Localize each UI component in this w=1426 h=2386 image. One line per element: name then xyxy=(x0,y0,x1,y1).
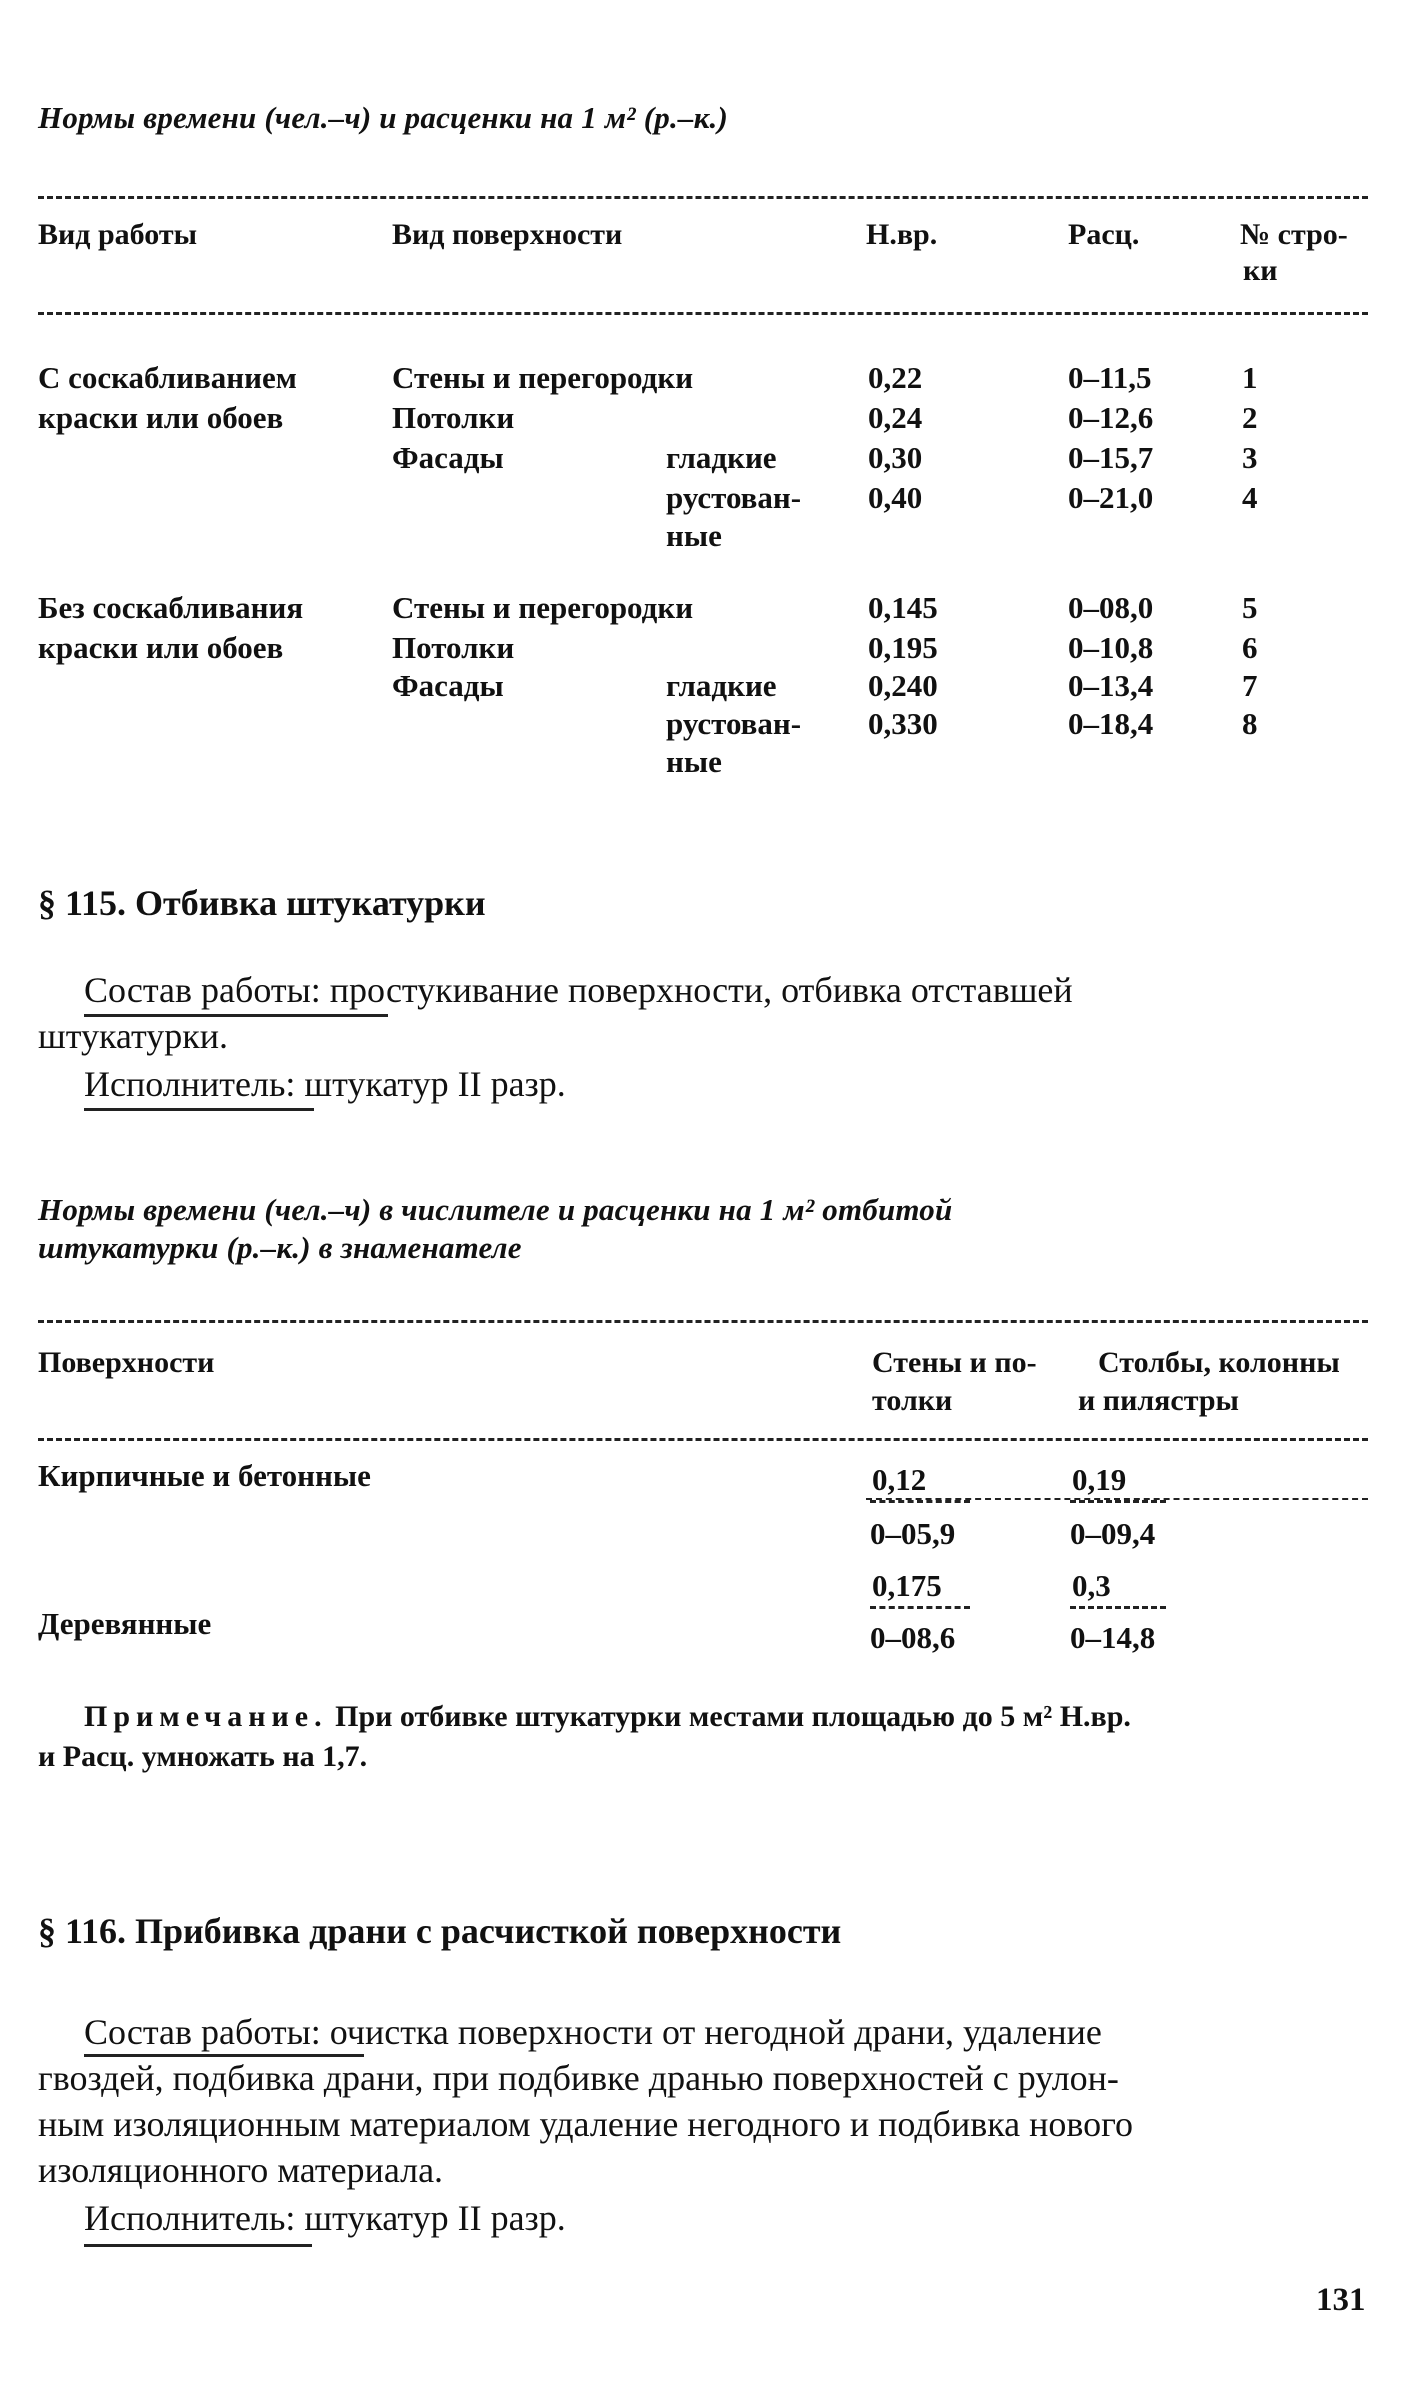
table1-norm: 0,330 xyxy=(868,706,938,741)
section-116-line2: гвоздей, подбивка драни, при подбивке дранью поверхностей с рулон- xyxy=(38,2058,1119,2098)
table1-rate: 0–21,0 xyxy=(1068,480,1154,515)
performer-text: : штукатур II разр. xyxy=(285,2198,566,2238)
table2-walls-denominator: 0–08,6 xyxy=(870,1620,956,1655)
table1-subtype: ные xyxy=(666,744,722,779)
table2-header-walls-2: толки xyxy=(872,1384,953,1417)
performer-underline xyxy=(84,1108,314,1111)
table1-header-rule xyxy=(38,312,1368,315)
table1-rate: 0–12,6 xyxy=(1068,400,1154,435)
table1-rate: 0–13,4 xyxy=(1068,668,1154,703)
table1-surface: Стены и перегородки xyxy=(392,590,694,625)
table2-row-rule xyxy=(866,1498,1368,1500)
section-115-performer xyxy=(84,1060,566,1108)
section-116-title: § 116. Прибивка драни с расчисткой поверхности xyxy=(38,1911,842,1951)
table2-caption-2: штукатурки (р.–к.) в знаменателе xyxy=(38,1230,522,1265)
table1-surface: Потолки xyxy=(392,400,515,435)
fraction-line xyxy=(870,1606,970,1609)
table2-columns-denominator: 0–14,8 xyxy=(1070,1620,1156,1655)
table1-norm: 0,24 xyxy=(868,400,923,435)
fraction-line xyxy=(1070,1500,1166,1503)
table1-subtype: рустован- xyxy=(666,706,802,741)
note-text: При отбивке штукатурки местами площадью до 5 м² Н.вр. xyxy=(327,1700,1131,1733)
table1-work-type: краски или обоев xyxy=(38,630,284,665)
table2-columns-numerator: 0,3 xyxy=(1072,1568,1111,1603)
performer-label: Исполнитель xyxy=(84,2198,286,2238)
table1-row-no: 3 xyxy=(1242,440,1258,475)
table1-header-work-type: Вид работы xyxy=(38,218,198,251)
table1-subtype: ные xyxy=(666,518,722,553)
table1-header-rate: Расц. xyxy=(1068,218,1140,251)
performer-text: : штукатур II разр. xyxy=(285,1064,566,1104)
table1-row-no: 1 xyxy=(1242,360,1258,395)
table1-top-rule xyxy=(38,196,1368,199)
section-115-composition-cont: штукатурки. xyxy=(38,1016,228,1056)
table1-row-no: 5 xyxy=(1242,590,1258,625)
fraction-line xyxy=(1070,1606,1166,1609)
table1-norm: 0,30 xyxy=(868,440,923,475)
section-116-composition xyxy=(84,2008,1102,2056)
table1-header-row-no: № стро- xyxy=(1240,218,1348,251)
table2-columns-numerator: 0,19 xyxy=(1072,1462,1127,1497)
table1-work-type: краски или обоев xyxy=(38,400,284,435)
composition-label: Состав работы xyxy=(84,2012,311,2052)
table1-subtype: гладкие xyxy=(666,440,777,475)
table2-header-columns-2: и пилястры xyxy=(1078,1384,1239,1417)
table1-row-no: 4 xyxy=(1242,480,1258,515)
page-number: 131 xyxy=(1316,2282,1366,2318)
performer-underline xyxy=(84,2244,312,2247)
table1-rate: 0–18,4 xyxy=(1068,706,1154,741)
table1-row-no: 7 xyxy=(1242,668,1258,703)
table2-columns-denominator: 0–09,4 xyxy=(1070,1516,1156,1551)
table2-header-rule xyxy=(38,1438,1368,1441)
table1-surface: Стены и перегородки xyxy=(392,360,694,395)
section-115-title: § 115. Отбивка штукатурки xyxy=(38,883,486,923)
table1-surface: Потолки xyxy=(392,630,515,665)
table1-subtype: гладкие xyxy=(666,668,777,703)
section-116-performer xyxy=(84,2194,566,2242)
note-label: Примечание. xyxy=(84,1700,328,1733)
section-116-line3: ным изоляционным материалом удаление негодного и подбивка нового xyxy=(38,2104,1134,2144)
table2-surface: Деревянные xyxy=(38,1606,212,1641)
table2-top-rule xyxy=(38,1320,1368,1323)
table1-row-no: 8 xyxy=(1242,706,1258,741)
table2-note-cont: и Расц. умножать на 1,7. xyxy=(38,1740,368,1773)
table2-header-surface: Поверхности xyxy=(38,1346,215,1379)
table1-rate: 0–15,7 xyxy=(1068,440,1154,475)
section-115-composition xyxy=(84,966,1073,1014)
composition-text: простукивание поверхности, отбивка отставшей xyxy=(320,970,1073,1010)
performer-label: Исполнитель xyxy=(84,1064,286,1104)
table2-walls-numerator: 0,12 xyxy=(872,1462,927,1497)
table1-norm: 0,240 xyxy=(868,668,938,703)
table1-caption: Нормы времени (чел.–ч) и расценки на 1 м² (р.–к.) xyxy=(38,100,728,135)
table2-surface: Кирпичные и бетонные xyxy=(38,1458,371,1493)
table1-norm: 0,145 xyxy=(868,590,938,625)
table1-surface: Фасады xyxy=(392,668,504,703)
section-116-line4: изоляционного материала. xyxy=(38,2150,444,2190)
table2-header-columns: Столбы, колонны xyxy=(1098,1346,1340,1379)
table2-caption: Нормы времени (чел.–ч) в числителе и расценки на 1 м² отбитой xyxy=(38,1192,953,1227)
table1-header-row-no-2: ки xyxy=(1243,254,1278,287)
table1-norm: 0,40 xyxy=(868,480,923,515)
table1-header-surface: Вид поверхности xyxy=(392,218,623,251)
table1-rate: 0–11,5 xyxy=(1068,360,1152,395)
table1-rate: 0–10,8 xyxy=(1068,630,1154,665)
composition-label: Состав работы: xyxy=(84,970,321,1010)
table2-walls-denominator: 0–05,9 xyxy=(870,1516,956,1551)
table1-header-norm: Н.вр. xyxy=(866,218,938,251)
table1-row-no: 2 xyxy=(1242,400,1258,435)
fraction-line xyxy=(870,1500,970,1503)
table2-walls-numerator: 0,175 xyxy=(872,1568,942,1603)
table1-subtype: рустован- xyxy=(666,480,802,515)
table2-header-walls: Стены и по- xyxy=(872,1346,1037,1379)
composition-text: : очистка поверхности от негодной драни, удаление xyxy=(310,2012,1102,2052)
table1-norm: 0,195 xyxy=(868,630,938,665)
table1-rate: 0–08,0 xyxy=(1068,590,1154,625)
table1-work-type: Без соскабливания xyxy=(38,590,304,625)
table1-surface: Фасады xyxy=(392,440,504,475)
table2-note xyxy=(84,1700,1131,1734)
table1-row-no: 6 xyxy=(1242,630,1258,665)
table1-norm: 0,22 xyxy=(868,360,923,395)
table1-work-type: С соскабливанием xyxy=(38,360,297,395)
